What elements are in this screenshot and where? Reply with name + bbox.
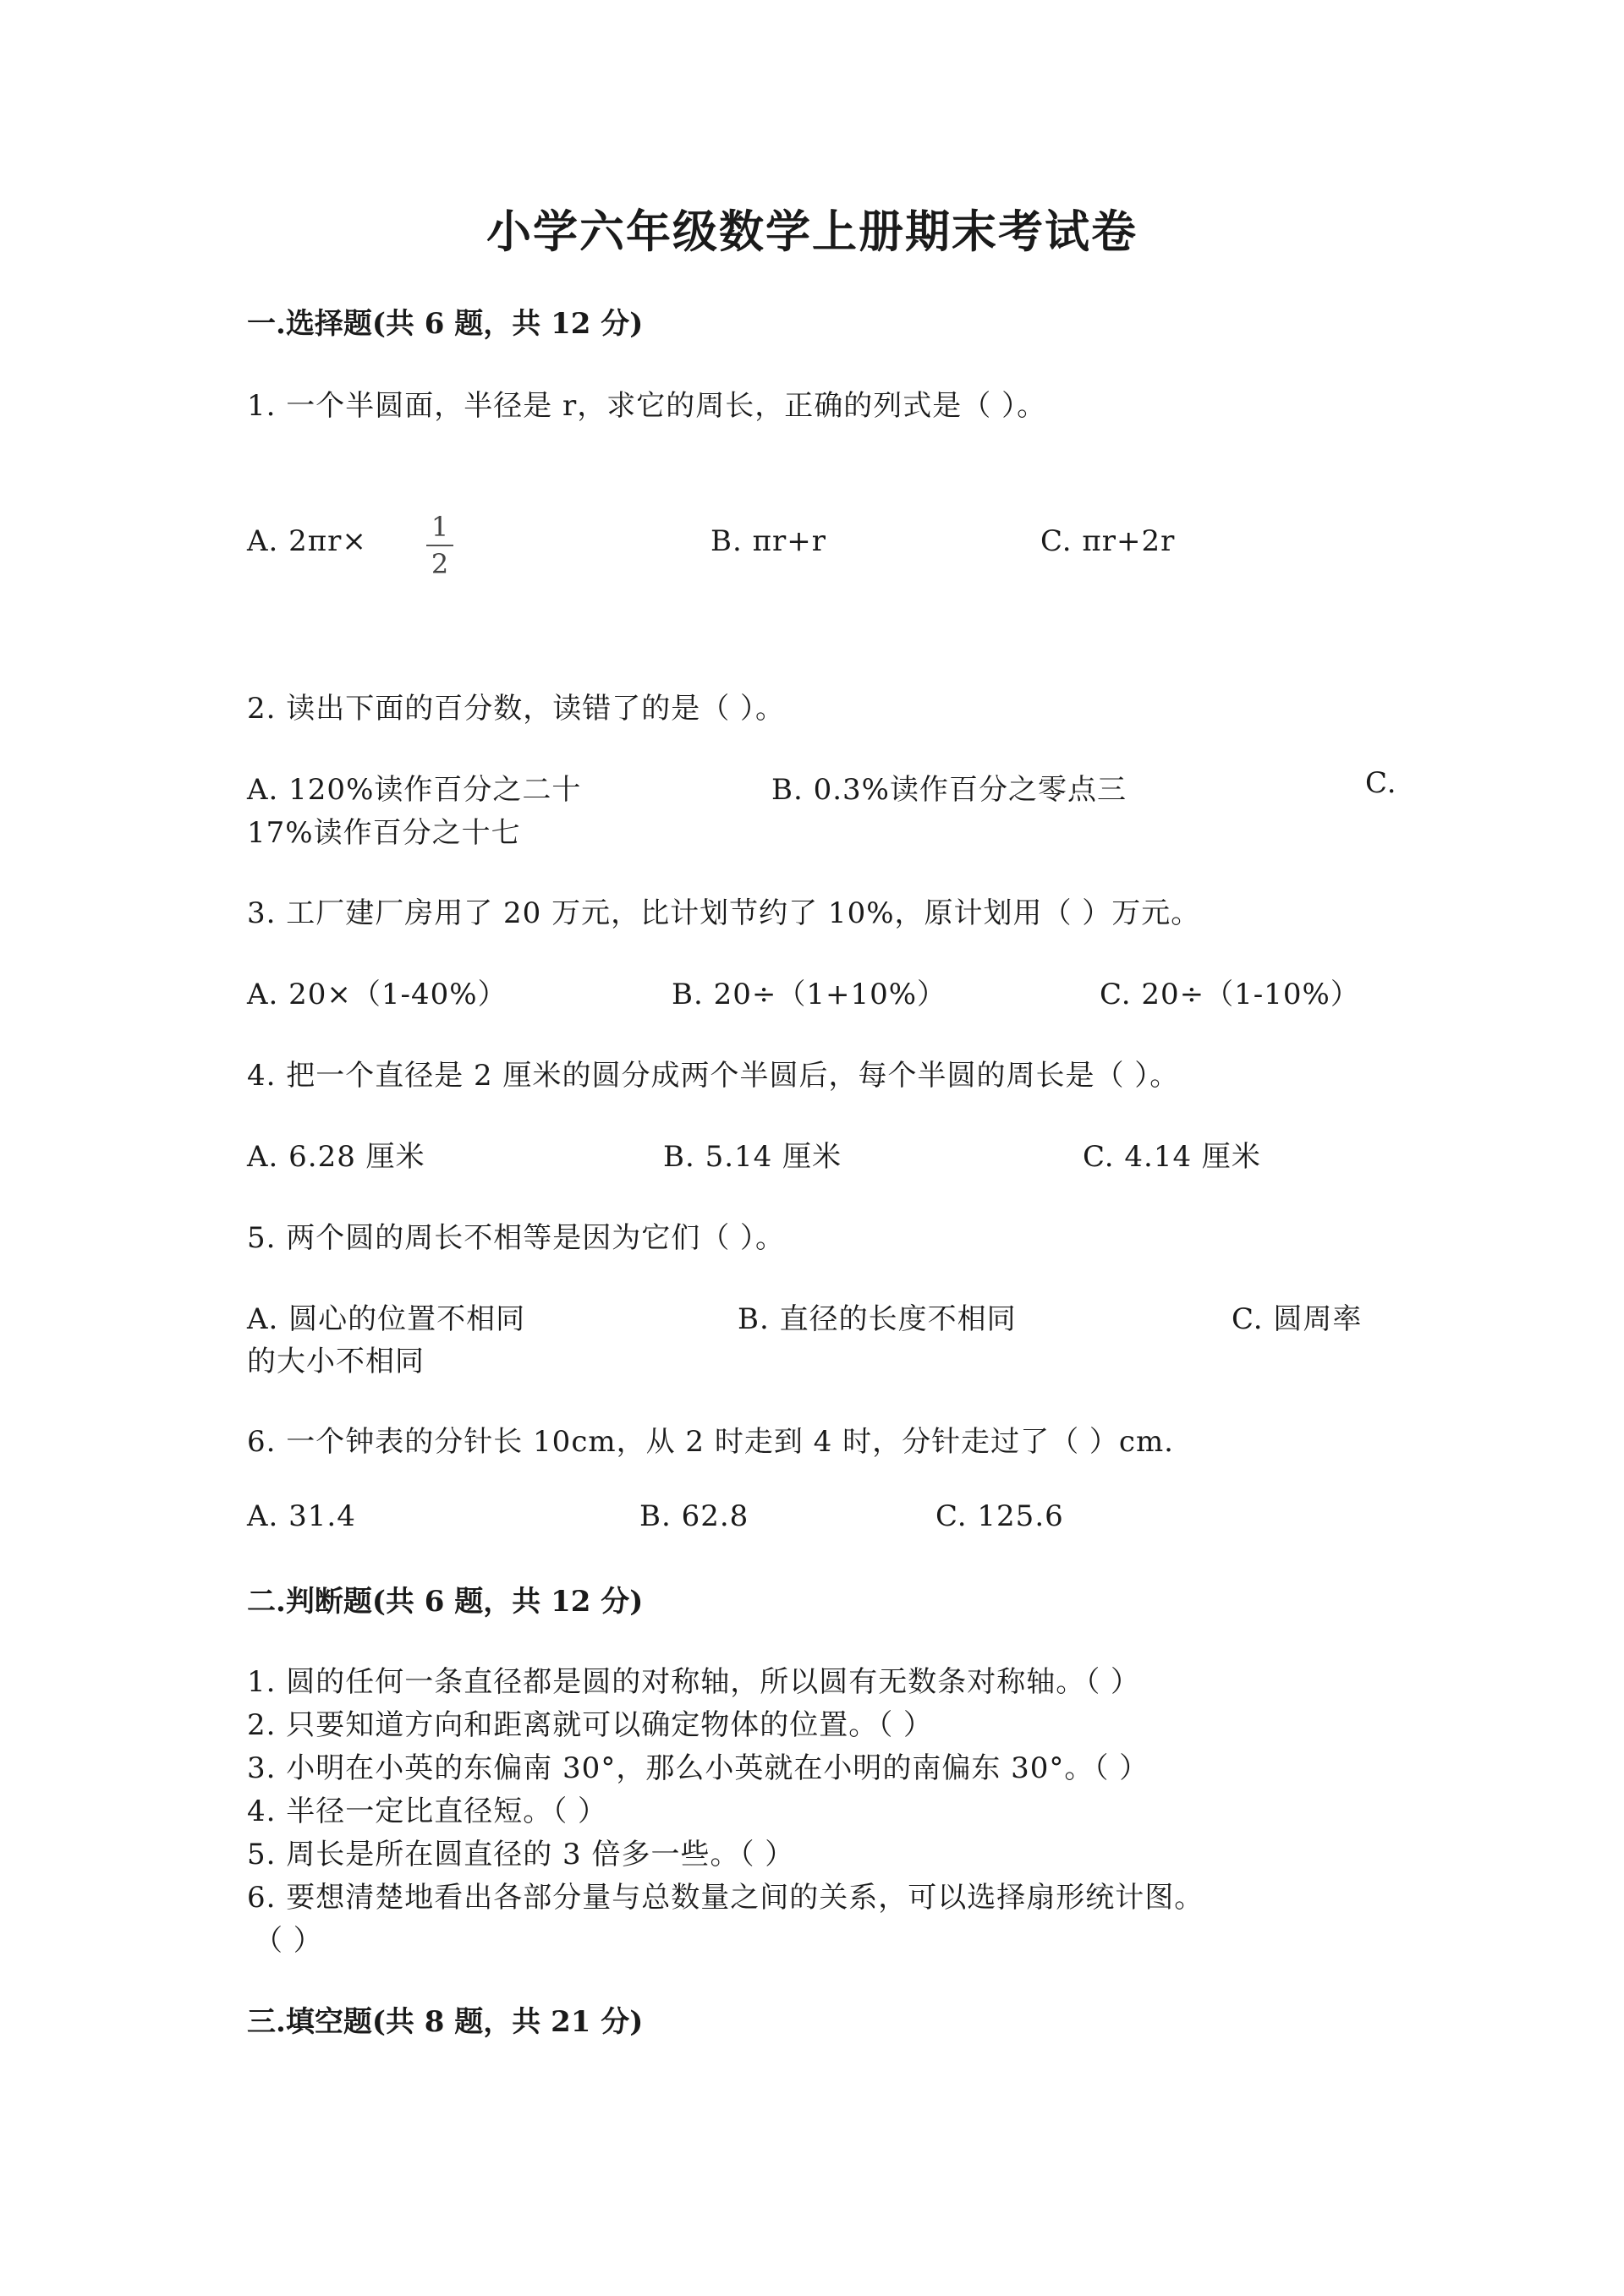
section-heading-judgement: 二.判断题(共 6 题，共 12 分)	[247, 1585, 644, 1619]
question-6-option-c: C. 125.6	[935, 1499, 1064, 1533]
question-5-option-b: B. 直径的长度不相同	[738, 1302, 1017, 1336]
question-1-option-c: C. πr+2r	[1040, 524, 1176, 558]
question-4: 4. 把一个直径是 2 厘米的圆分成两个半圆后，每个半圆的周长是（ ）。	[247, 1059, 1180, 1093]
question-1-option-b: B. πr+r	[710, 524, 826, 558]
question-2-option-c-continued: 17%读作百分之十七	[247, 816, 521, 850]
question-3-option-b: B. 20÷（1+10%）	[672, 978, 947, 1011]
question-5-option-a: A. 圆心的位置不相同	[247, 1302, 526, 1336]
judgement-item-1: 1. 圆的任何一条直径都是圆的对称轴，所以圆有无数条对称轴。（ ）	[247, 1665, 1141, 1699]
question-1: 1. 一个半圆面，半径是 r，求它的周长，正确的列式是（ ）。	[247, 389, 1047, 423]
question-3-option-c: C. 20÷（1-10%）	[1100, 978, 1360, 1011]
judgement-item-2: 2. 只要知道方向和距离就可以确定物体的位置。（ ）	[247, 1708, 934, 1742]
section-heading-choice: 一.选择题(共 6 题，共 12 分)	[247, 307, 644, 341]
question-6: 6. 一个钟表的分针长 10cm，从 2 时走到 4 时，分针走过了（ ）cm.	[247, 1425, 1174, 1459]
question-2-option-a: A. 120%读作百分之二十	[247, 773, 582, 807]
fraction-one-half	[423, 512, 457, 579]
exam-title: 小学六年级数学上册期末考试卷	[486, 205, 1138, 258]
question-2-option-b: B. 0.3%读作百分之零点三	[771, 773, 1127, 807]
question-3: 3. 工厂建厂房用了 20 万元，比计划节约了 10%，原计划用（ ）万元。	[247, 896, 1201, 930]
question-4-option-a: A. 6.28 厘米	[247, 1140, 425, 1174]
question-2-option-c: C.	[1365, 766, 1397, 800]
judgement-item-5: 5. 周长是所在圆直径的 3 倍多一些。（ ）	[247, 1838, 795, 1871]
question-5: 5. 两个圆的周长不相等是因为它们（ ）。	[247, 1221, 786, 1255]
question-5-option-c: C. 圆周率	[1232, 1302, 1363, 1336]
question-5-option-c-continued: 的大小不相同	[247, 1345, 425, 1378]
judgement-item-4: 4. 半径一定比直径短。（ ）	[247, 1795, 608, 1828]
section-heading-fill-blank: 三.填空题(共 8 题，共 21 分)	[247, 2005, 644, 2039]
question-6-option-b: B. 62.8	[639, 1499, 749, 1533]
judgement-item-6-continued: （ ）	[254, 1924, 323, 1958]
judgement-item-6: 6. 要想清楚地看出各部分量与总数量之间的关系，可以选择扇形统计图。	[247, 1881, 1204, 1915]
question-4-option-b: B. 5.14 厘米	[663, 1140, 842, 1174]
judgement-item-3: 3. 小明在小英的东偏南 30°，那么小英就在小明的南偏东 30°。（ ）	[247, 1751, 1149, 1785]
fraction-numerator: 1	[431, 511, 449, 543]
question-3-option-a: A. 20×（1-40%）	[247, 978, 508, 1011]
fraction-denominator: 2	[431, 548, 449, 580]
question-4-option-c: C. 4.14 厘米	[1083, 1140, 1261, 1174]
question-2: 2. 读出下面的百分数，读错了的是（ ）。	[247, 692, 786, 726]
fraction-bar	[426, 545, 453, 546]
question-6-option-a: A. 31.4	[247, 1499, 356, 1533]
question-1-option-a: A. 2πr×	[247, 524, 367, 558]
